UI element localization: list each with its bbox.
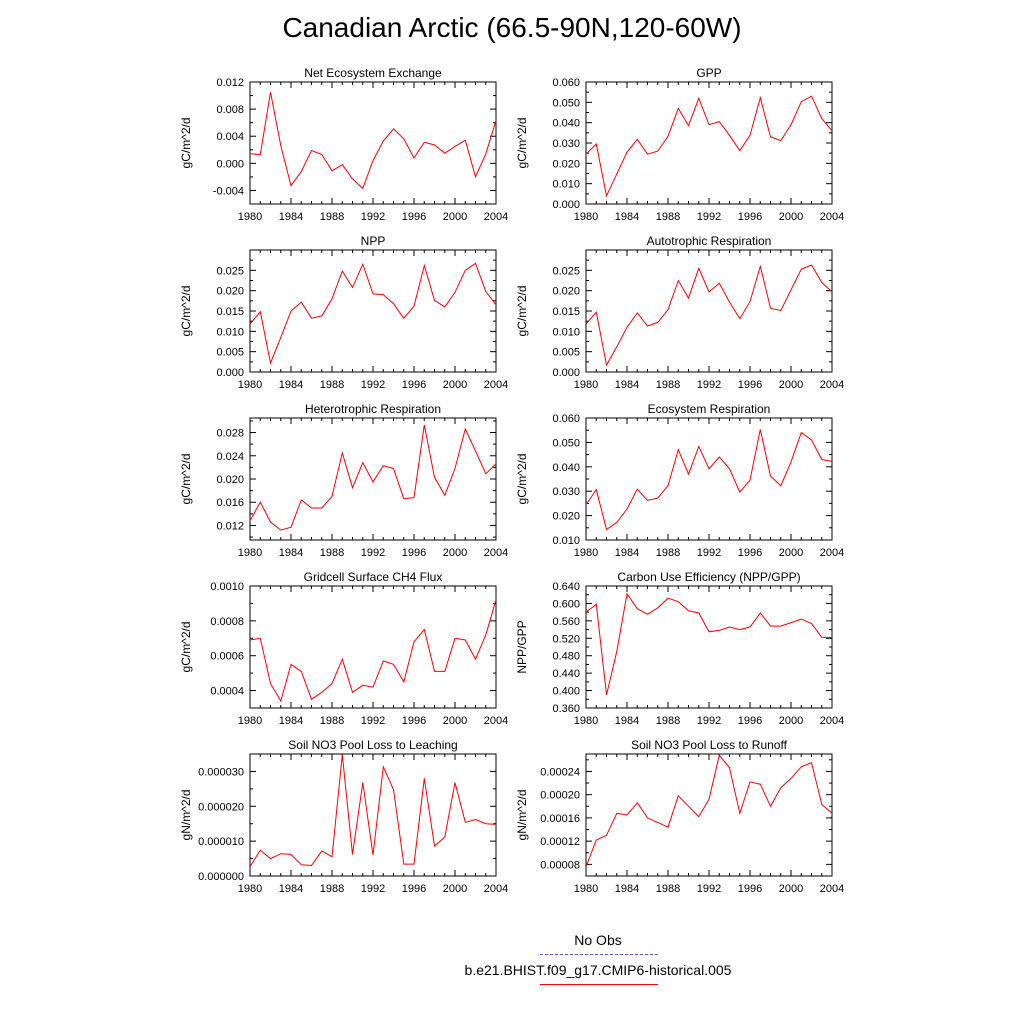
y-tick-label: 0.030 — [552, 486, 580, 499]
x-tick-label: 1996 — [401, 211, 427, 223]
x-tick-label: 2000 — [778, 547, 804, 559]
chart-title: Heterotrophic Respiration — [304, 402, 442, 416]
plot-frame — [586, 418, 832, 540]
x-tick-label: 1980 — [237, 883, 263, 895]
x-tick-label: 1980 — [573, 715, 599, 727]
y-tick-label: 0.0010 — [210, 581, 244, 593]
x-tick-label: 2004 — [483, 883, 509, 895]
x-tick-label: 1980 — [237, 715, 263, 727]
series-line — [250, 600, 496, 701]
y-tick-label: 0.012 — [216, 520, 244, 533]
y-tick-label: 0.000030 — [198, 766, 244, 779]
y-axis-label: gN/m^2/d — [179, 789, 193, 841]
x-tick-label: 1992 — [360, 883, 386, 895]
x-tick-label: 1980 — [573, 211, 599, 223]
y-tick-label: 0.560 — [552, 615, 580, 628]
series-line — [586, 594, 832, 695]
x-tick-label: 2004 — [483, 211, 509, 223]
x-tick-label: 1980 — [237, 379, 263, 391]
chart-carbon-use-efficiency-npp-gpp — [515, 570, 844, 727]
y-axis-label: gC/m^2/d — [179, 621, 193, 673]
y-axis-label: gC/m^2/d — [515, 117, 529, 169]
y-tick-label: 0.015 — [552, 306, 580, 318]
series-line — [250, 92, 496, 188]
y-tick-label: 0.005 — [552, 346, 580, 359]
x-tick-label: 2000 — [778, 211, 804, 223]
y-tick-label: 0.020 — [552, 285, 580, 298]
x-tick-label: 1984 — [278, 883, 304, 895]
y-tick-label: 0.060 — [552, 413, 580, 425]
legend-line-no-obs — [540, 954, 658, 955]
series-line — [586, 755, 832, 867]
x-tick-label: 2004 — [819, 211, 845, 223]
y-tick-label: 0.040 — [552, 461, 580, 474]
plot-frame — [250, 250, 496, 372]
y-tick-label: 0.025 — [552, 265, 580, 278]
page-title: Canadian Arctic (66.5-90N,120-60W) — [282, 12, 742, 43]
series-line — [586, 265, 832, 365]
y-axis-label: gN/m^2/d — [515, 789, 529, 841]
chart-gridcell-surface-ch4-flux — [179, 570, 508, 727]
chart-npp — [179, 234, 508, 391]
chart-autotrophic-respiration — [515, 234, 844, 391]
x-tick-label: 1984 — [278, 379, 304, 391]
x-tick-label: 1996 — [737, 715, 763, 727]
y-tick-label: 0.0006 — [210, 650, 244, 663]
series-line — [250, 425, 496, 530]
chart-title: Soil NO3 Pool Loss to Leaching — [288, 738, 458, 752]
x-tick-label: 1984 — [278, 547, 304, 559]
legend-label-model: b.e21.BHIST.f09_g17.CMIP6-historical.005 — [464, 962, 732, 978]
x-tick-label: 1992 — [696, 379, 722, 391]
x-tick-label: 1992 — [360, 211, 386, 223]
x-tick-label: 2004 — [483, 379, 509, 391]
x-tick-label: 1980 — [573, 379, 599, 391]
y-tick-label: 0.00016 — [540, 812, 580, 825]
y-tick-label: 0.020 — [552, 510, 580, 523]
y-axis-label: gC/m^2/d — [179, 285, 193, 337]
y-tick-label: 0.000 — [552, 367, 580, 379]
x-tick-label: 2000 — [442, 379, 468, 391]
y-axis-label: gC/m^2/d — [515, 453, 529, 505]
x-tick-label: 1992 — [696, 883, 722, 895]
x-tick-label: 1988 — [655, 211, 681, 223]
y-tick-label: 0.060 — [552, 77, 580, 89]
x-tick-label: 1984 — [614, 883, 640, 895]
x-tick-label: 2004 — [819, 547, 845, 559]
y-tick-label: 0.010 — [552, 535, 580, 547]
x-tick-label: 2000 — [442, 883, 468, 895]
x-tick-label: 1980 — [573, 547, 599, 559]
chart-title: Soil NO3 Pool Loss to Runoff — [631, 738, 787, 752]
y-tick-label: 0.016 — [216, 497, 244, 510]
y-tick-label: 0.0008 — [210, 615, 244, 628]
x-tick-label: 2000 — [442, 211, 468, 223]
x-tick-label: 1984 — [614, 547, 640, 559]
x-tick-label: 2000 — [778, 883, 804, 895]
series-line — [586, 430, 832, 530]
chart-gpp — [515, 66, 844, 223]
y-tick-label: 0.050 — [552, 437, 580, 450]
x-tick-label: 1988 — [319, 379, 345, 391]
y-tick-label: 0.640 — [552, 581, 580, 593]
x-tick-label: 2004 — [483, 547, 509, 559]
plot-frame — [250, 586, 496, 708]
y-tick-label: 0.012 — [216, 77, 244, 89]
plot-frame — [586, 586, 832, 708]
y-axis-label: gC/m^2/d — [179, 117, 193, 169]
y-tick-label: 0.360 — [552, 703, 580, 715]
y-tick-label: 0.00008 — [540, 859, 580, 872]
chart-title: Gridcell Surface CH4 Flux — [303, 570, 443, 584]
chart-net-ecosystem-exchange — [179, 66, 508, 223]
y-axis-label: NPP/GPP — [515, 620, 529, 674]
chart-title: Ecosystem Respiration — [647, 402, 771, 416]
y-tick-label: 0.400 — [552, 685, 580, 698]
x-tick-label: 1992 — [696, 547, 722, 559]
chart-heterotrophic-respiration — [179, 402, 508, 559]
y-tick-label: 0.00020 — [540, 789, 580, 802]
y-tick-label: 0.480 — [552, 650, 580, 663]
y-tick-label: 0.008 — [216, 104, 244, 117]
x-tick-label: 2000 — [778, 379, 804, 391]
y-tick-label: 0.010 — [552, 326, 580, 339]
x-tick-label: 1996 — [401, 547, 427, 559]
plot-frame — [586, 754, 832, 876]
y-tick-label: 0.004 — [216, 131, 244, 144]
x-tick-label: 1988 — [319, 211, 345, 223]
x-tick-label: 2004 — [483, 715, 509, 727]
x-tick-label: 1988 — [319, 883, 345, 895]
y-tick-label: 0.020 — [216, 474, 244, 486]
y-axis-label: gC/m^2/d — [179, 453, 193, 505]
chart-title: Carbon Use Efficiency (NPP/GPP) — [617, 570, 801, 584]
y-tick-label: 0.005 — [216, 346, 244, 359]
y-tick-label: 0.000000 — [198, 871, 244, 883]
x-tick-label: 1984 — [278, 715, 304, 727]
x-tick-label: 1992 — [696, 715, 722, 727]
y-tick-label: 0.040 — [552, 117, 580, 130]
y-tick-label: 0.000 — [552, 199, 580, 211]
x-tick-label: 1988 — [655, 379, 681, 391]
y-tick-label: 0.020 — [216, 285, 244, 298]
series-line — [250, 263, 496, 363]
x-tick-label: 1984 — [614, 715, 640, 727]
y-tick-label: 0.000 — [216, 158, 244, 171]
x-tick-label: 1996 — [401, 379, 427, 391]
y-tick-label: 0.000 — [216, 367, 244, 379]
x-tick-label: 1996 — [737, 547, 763, 559]
plot-frame — [250, 754, 496, 876]
x-tick-label: 2004 — [819, 883, 845, 895]
y-tick-label: 0.520 — [552, 633, 580, 646]
x-tick-label: 1980 — [237, 211, 263, 223]
x-tick-label: 2000 — [778, 715, 804, 727]
chart-soil-no3-pool-loss-to-leaching — [179, 738, 508, 895]
x-tick-label: 2004 — [819, 379, 845, 391]
y-tick-label: 0.0004 — [210, 685, 244, 698]
x-tick-label: 2000 — [442, 715, 468, 727]
x-tick-label: 1988 — [655, 883, 681, 895]
y-tick-label: 0.020 — [552, 158, 580, 171]
y-tick-label: 0.440 — [552, 668, 580, 681]
y-tick-label: 0.025 — [216, 265, 244, 278]
y-axis-label: gC/m^2/d — [515, 285, 529, 337]
x-tick-label: 1996 — [401, 715, 427, 727]
series-line — [250, 755, 496, 867]
y-tick-label: -0.004 — [212, 185, 244, 198]
plot-frame — [586, 82, 832, 204]
x-tick-label: 1992 — [360, 547, 386, 559]
plot-frame — [586, 250, 832, 372]
x-tick-label: 1988 — [319, 715, 345, 727]
y-tick-label: 0.028 — [216, 427, 244, 440]
x-tick-label: 1992 — [360, 715, 386, 727]
plot-frame — [250, 418, 496, 540]
y-tick-label: 0.015 — [216, 306, 244, 318]
chart-title: Autotrophic Respiration — [646, 234, 772, 248]
x-tick-label: 1996 — [737, 379, 763, 391]
x-tick-label: 2004 — [819, 715, 845, 727]
x-tick-label: 1988 — [655, 715, 681, 727]
y-tick-label: 0.00012 — [540, 836, 580, 849]
x-tick-label: 1996 — [737, 883, 763, 895]
y-tick-label: 0.000010 — [198, 836, 244, 849]
chart-soil-no3-pool-loss-to-runoff — [515, 738, 844, 895]
x-tick-label: 1984 — [614, 211, 640, 223]
plot-frame — [250, 82, 496, 204]
y-tick-label: 0.010 — [552, 178, 580, 191]
legend-line-model — [540, 984, 658, 985]
x-tick-label: 1988 — [319, 547, 345, 559]
chart-title: Net Ecosystem Exchange — [304, 66, 442, 80]
x-tick-label: 2000 — [442, 547, 468, 559]
series-line — [586, 96, 832, 196]
x-tick-label: 1992 — [360, 379, 386, 391]
chart-ecosystem-respiration — [515, 402, 844, 559]
x-tick-label: 1984 — [614, 379, 640, 391]
y-tick-label: 0.600 — [552, 598, 580, 611]
y-tick-label: 0.00024 — [540, 766, 580, 779]
x-tick-label: 1996 — [401, 883, 427, 895]
x-tick-label: 1996 — [737, 211, 763, 223]
legend-label-no-obs: No Obs — [574, 932, 622, 948]
x-tick-label: 1984 — [278, 211, 304, 223]
x-tick-label: 1980 — [237, 547, 263, 559]
chart-title: NPP — [360, 234, 386, 248]
y-tick-label: 0.000020 — [198, 801, 244, 814]
y-tick-label: 0.024 — [216, 450, 244, 463]
y-tick-label: 0.050 — [552, 97, 580, 110]
chart-title: GPP — [696, 66, 722, 80]
x-tick-label: 1980 — [573, 883, 599, 895]
y-tick-label: 0.010 — [216, 326, 244, 339]
y-tick-label: 0.030 — [552, 138, 580, 150]
x-tick-label: 1992 — [696, 211, 722, 223]
x-tick-label: 1988 — [655, 547, 681, 559]
